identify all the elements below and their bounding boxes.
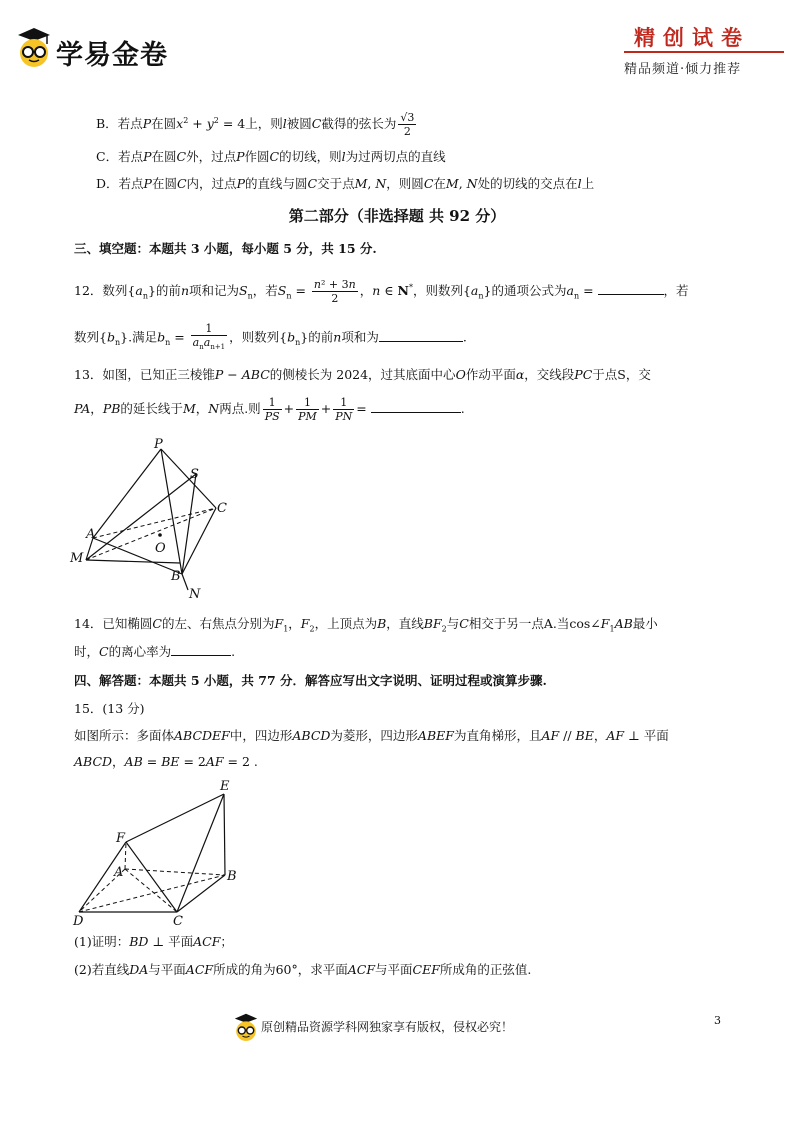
q15-part1: (1)证明：BD ⊥ 平面ACF；	[74, 934, 233, 949]
text: ，则圆	[386, 176, 424, 191]
text: 数列	[74, 329, 100, 345]
text: 的侧棱长为 2024，过其底面中心	[269, 367, 456, 382]
text: 在圆	[151, 149, 177, 164]
text: 截得的弦长为	[321, 116, 397, 132]
text: 最小	[632, 616, 658, 631]
page-number: 3	[714, 1014, 721, 1027]
brand-subtitle: 精品频道·倾力推荐	[624, 62, 742, 77]
text: 为过两切点的直线	[345, 149, 446, 164]
label-n: N	[189, 587, 201, 602]
label-c: C	[217, 501, 227, 516]
text: .满足	[128, 329, 158, 345]
label-b: B	[171, 569, 181, 584]
section4-heading: 四、解答题：本题共 5 小题，共 77 分．解答应写出文字说明、证明过程或演算步骤.	[74, 673, 547, 688]
q15-head: 15．(13 分)	[74, 701, 145, 716]
text: C．若点	[96, 149, 144, 164]
q15-line1: 如图所示：多面体ABCDEF中，四边形ABCD为菱形，四边形ABEF为直角梯形，且AF // BE，AF ⊥ 平面	[74, 728, 669, 743]
q15-line2: ABCD，AB = BE = 2AF = 2 .	[74, 754, 258, 769]
point-o	[158, 533, 162, 537]
text: ，若	[663, 283, 689, 299]
text: 与平面	[148, 962, 186, 977]
fraction-1-ps: $\frac{1}{PS}$	[264, 396, 280, 423]
text: 平面	[168, 934, 194, 949]
edge-fc	[126, 842, 177, 912]
text: ，上顶点为	[314, 616, 378, 631]
text: 内，过点	[186, 176, 237, 191]
text: 与平面	[375, 962, 413, 977]
edge-mb	[86, 560, 180, 563]
text: 的前	[308, 329, 334, 345]
brand-title: 精创试卷	[634, 26, 750, 50]
text: 时，	[74, 644, 100, 659]
text: ，	[90, 401, 103, 416]
label-m: M	[70, 551, 84, 566]
text: .	[462, 329, 467, 345]
text: .	[231, 644, 236, 659]
q15-part2: (2)若直线DA与平面ACF所成的角为60°，求平面ACF与平面CEF所成角的正弦值.	[74, 962, 532, 977]
fraction-sqrt3-over-2: $\frac{√3}{2}$	[400, 111, 415, 139]
text: 14．已知椭圆	[74, 616, 153, 631]
text: 的通项公式为	[491, 283, 567, 299]
q13-line2: PA，PB的延长线于M，N两点.则 $\frac{1}{PS}$ + $\frac{1}{PM}$ + $\frac{1}{PN}$ = .	[74, 396, 465, 423]
text: 所成角的正弦值.	[439, 962, 532, 977]
brand-divider	[624, 51, 784, 53]
text: D．若点	[96, 176, 144, 191]
answer-blank[interactable]	[379, 329, 463, 342]
text: 项和为	[341, 329, 379, 345]
text: ，	[593, 728, 607, 743]
text: 12．数列	[74, 283, 128, 299]
fraction-sn: $\frac{\text{n² + 3n}}{2}$	[313, 278, 356, 306]
label-o: O	[155, 541, 166, 556]
label-e: E	[220, 779, 230, 794]
edge-ac-dashed	[93, 508, 216, 538]
fraction-bn: $\frac{1}{a_na_{n+1}}$	[192, 322, 226, 352]
text: 被圆	[286, 116, 312, 132]
text: ，则数列	[412, 283, 463, 299]
edge-pa	[93, 449, 161, 538]
answer-blank[interactable]	[371, 400, 461, 413]
text: (1)证明：	[74, 934, 130, 949]
label-a: A	[86, 527, 96, 542]
text: 13．如图，已知正三棱锥	[74, 367, 215, 382]
edge-ms	[86, 474, 196, 560]
text: 上，则	[245, 116, 283, 132]
text: 所成的角为	[213, 962, 276, 977]
logo-text: 学易金卷	[56, 40, 168, 71]
text: 的直线与圆	[244, 176, 308, 191]
text: B．若点	[96, 116, 143, 132]
text: ，若	[252, 283, 278, 299]
text: 项和记为	[189, 283, 240, 299]
q11-option-b: B．若点P在圆$x^2 + y^2 = 4$上，则l被圆C截得的弦长为 $\frac{√3}{2}$	[96, 111, 415, 139]
text: 上	[581, 176, 595, 191]
text: 与	[446, 616, 460, 631]
text: 平面	[643, 728, 669, 743]
text: 的左、右焦点分别为	[161, 616, 275, 631]
edge-bn	[182, 574, 188, 590]
text: 的离心率为	[108, 644, 172, 659]
text: 外，过点	[186, 149, 237, 164]
q11-option-d: D．若点P在圆C内，过点P的直线与圆C交于点M, N，则圆C在M, N处的切线的交点在l上	[96, 176, 595, 191]
text: ，交线段	[524, 367, 575, 382]
label-a: A	[114, 865, 124, 880]
mascot-logo-icon	[14, 26, 54, 68]
q14-line1: 14．已知椭圆C的左、右焦点分别为$F_1$，$F_2$，上顶点为B，直线$BF_2$与C相交于另一点A.当$\cos\angle F_1AB$最小	[74, 616, 658, 634]
text: ，	[112, 754, 125, 769]
text: 处的切线的交点在	[477, 176, 578, 191]
footer-copyright: 原创精品资源学科网独家享有版权，侵权必究！	[261, 1020, 514, 1034]
text: ，直线	[386, 616, 424, 631]
polyhedron-figure	[66, 776, 256, 930]
text: 在圆	[151, 116, 177, 132]
text: 交于点	[317, 176, 355, 191]
text: 中，四边形	[229, 728, 293, 743]
text: 在	[433, 176, 446, 191]
label-p: P	[154, 437, 163, 452]
text: 为菱形，四边形	[330, 728, 418, 743]
text: 为直角梯形，且	[453, 728, 542, 743]
edge-af-dashed	[125, 842, 126, 869]
text: (2)若直线	[74, 962, 130, 977]
edge-ab-dashed	[125, 869, 225, 875]
text: 如图所示：多面体	[74, 728, 175, 743]
fraction-1-pn: $\frac{1}{PN}$	[335, 396, 353, 423]
q12-line1: 12．数列$\{a_n\}$的前n项和记为$S_n$，若$S_n$ = $\frac{\text{n² + 3n}}{2}$ ，n ∈ N*，则数列$\{a_n\}$的通项公式为$a_n$ = ，若	[74, 278, 689, 306]
text: 的切线，则	[279, 149, 342, 164]
text: 作圆	[244, 149, 270, 164]
answer-blank[interactable]	[598, 282, 664, 295]
text: ，	[195, 401, 209, 416]
q11-option-c: C．若点P在圆C外，过点P作圆C的切线，则l为过两切点的直线	[96, 149, 446, 164]
text: 的前	[155, 283, 181, 299]
text: ，求平面	[297, 962, 348, 977]
header	[0, 0, 794, 90]
label-b: B	[227, 869, 237, 884]
text: .	[460, 401, 465, 416]
text: ，	[288, 616, 301, 631]
text: 两点.则	[219, 401, 261, 416]
label-f: F	[116, 831, 126, 846]
q13-line1: 13．如图，已知正三棱锥P − ABC的侧棱长为 2024，过其底面中心O作动平面α，交线段PC于点S，交	[74, 367, 651, 382]
q14-line2: 时，C的离心率为 .	[74, 644, 236, 659]
section3-heading: 三、填空题：本题共 3 小题，每小题 5 分，共 15 分.	[74, 241, 377, 256]
text: ，则数列	[229, 329, 280, 345]
edge-db-dashed	[79, 875, 225, 912]
edge-ef	[126, 794, 224, 842]
footer-mascot-icon	[232, 1012, 260, 1042]
edge-be	[224, 794, 225, 875]
edge-mc-dashed	[86, 508, 216, 560]
label-c: C	[173, 914, 183, 929]
label-d: D	[73, 914, 84, 929]
text: ，	[359, 283, 373, 299]
part2-title: 第二部分（非选择题 共 92 分）	[288, 207, 506, 225]
text: 于点S，交	[592, 367, 651, 382]
text: 在圆	[151, 176, 177, 191]
label-s: S	[190, 467, 199, 482]
text: 作动平面	[465, 367, 516, 382]
fraction-1-pm: $\frac{1}{PM}$	[298, 396, 317, 423]
text: 的延长线于	[120, 401, 183, 416]
pyramid-figure	[66, 434, 246, 604]
edge-sb	[182, 474, 196, 574]
q12-line2: 数列$\{b_n\}$.满足$b_n$ = $\frac{1}{a_na_{n+1}}$ ，则数列$\{b_n\}$的前n项和为 .	[74, 322, 467, 356]
text: 相交于另一点A.当	[468, 616, 570, 631]
text: ；	[220, 934, 233, 949]
answer-blank[interactable]	[171, 643, 231, 656]
